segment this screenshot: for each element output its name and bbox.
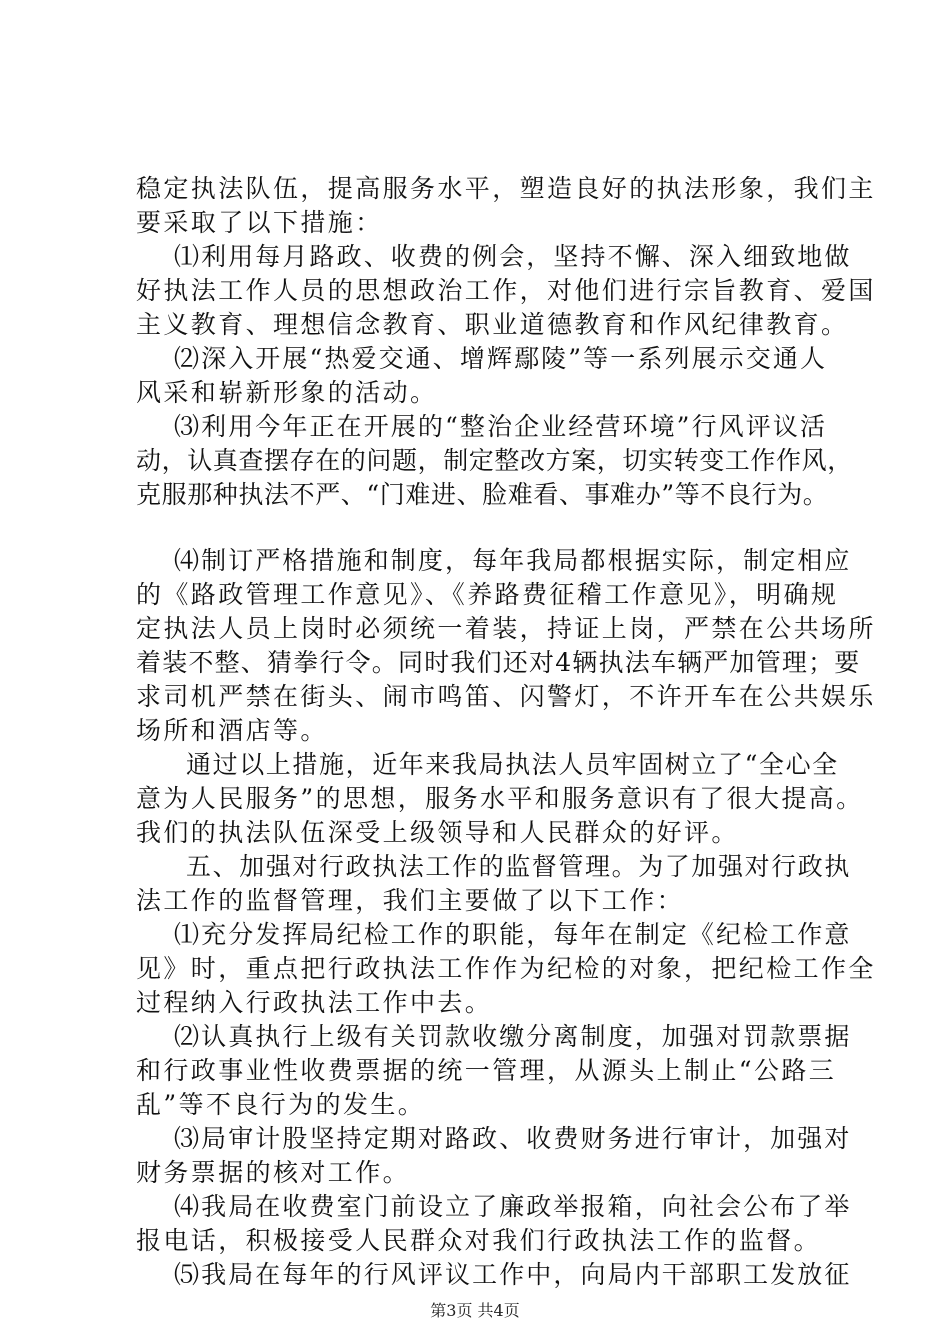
text-line: 见》时，重点把行政执法工作作为纪检的对象，把纪检工作全 <box>136 954 876 983</box>
text-line: 和行政事业性收费票据的统一管理，从源头上制止“公路三 <box>136 1056 837 1085</box>
text-line: 的《路政管理工作意见》、《养路费征稽工作意见》，明确规 <box>136 580 839 609</box>
text-line: ⑶利用今年正在开展的“整治企业经营环境”行风评议活 <box>174 412 828 441</box>
text-line: 财务票据的核对工作。 <box>136 1158 411 1187</box>
text-line: ⑵认真执行上级有关罚款收缴分离制度，加强对罚款票据 <box>174 1022 852 1051</box>
text-line: ⑷制订严格措施和制度，每年我局都根据实际，制定相应 <box>174 546 852 575</box>
text-line: 我们的执法队伍深受上级领导和人民群众的好评。 <box>136 818 739 847</box>
text-line: 动，认真查摆存在的问题，制定整改方案，切实转变工作作风， <box>136 446 853 475</box>
text-line: 场所和酒店等。 <box>136 716 328 745</box>
text-line: 克服那种执法不严、“门难进、脸难看、事难办”等不良行为。 <box>136 480 829 509</box>
text-line: 通过以上措施，近年来我局执法人员牢固树立了“全心全 <box>186 750 839 779</box>
page-number-footer: 第3页 共4页 <box>430 1301 520 1320</box>
text-line: 要采取了以下措施： <box>136 208 383 237</box>
text-line: ⑴利用每月路政、收费的例会，坚持不懈、深入细致地做 <box>174 242 852 271</box>
text-line: 风采和崭新形象的活动。 <box>136 378 438 407</box>
text-line: ⑸我局在每年的行风评议工作中，向局内干部职工发放征 <box>174 1260 852 1289</box>
text-line: 法工作的监督管理，我们主要做了以下工作： <box>136 886 685 915</box>
text-line: ⑵深入开展“热爱交通、增辉鄢陵”等一系列展示交通人 <box>174 344 828 373</box>
text-line: 稳定执法队伍，提高服务水平，塑造良好的执法形象，我们主 <box>136 174 876 203</box>
text-line: 定执法人员上岗时必须统一着装，持证上岗，严禁在公共场所 <box>136 614 876 643</box>
text-line: 过程纳入行政执法工作中去。 <box>136 988 493 1017</box>
text-line: 着装不整、猜拳行令。同时我们还对4辆执法车辆严加管理；要 <box>136 648 861 677</box>
text-line: 求司机严禁在街头、闹市鸣笛、闪警灯，不许开车在公共娱乐 <box>136 682 876 711</box>
text-line: ⑶局审计股坚持定期对路政、收费财务进行审计，加强对 <box>174 1124 852 1153</box>
text-line: 主义教育、理想信念教育、职业道德教育和作风纪律教育。 <box>136 310 849 339</box>
text-line: 意为人民服务”的思想，服务水平和服务意识有了很大提高。 <box>136 784 864 813</box>
text-line: 五、加强对行政执法工作的监督管理。为了加强对行政执 <box>186 852 852 881</box>
text-line: 乱”等不良行为的发生。 <box>136 1090 426 1119</box>
text-line: 报电话，积极接受人民群众对我们行政执法工作的监督。 <box>136 1226 822 1255</box>
text-line: ⑷我局在收费室门前设立了廉政举报箱，向社会公布了举 <box>174 1192 852 1221</box>
text-line: 好执法工作人员的思想政治工作，对他们进行宗旨教育、爱国 <box>136 276 876 305</box>
text-line: ⑴充分发挥局纪检工作的职能，每年在制定《纪检工作意 <box>174 920 852 949</box>
